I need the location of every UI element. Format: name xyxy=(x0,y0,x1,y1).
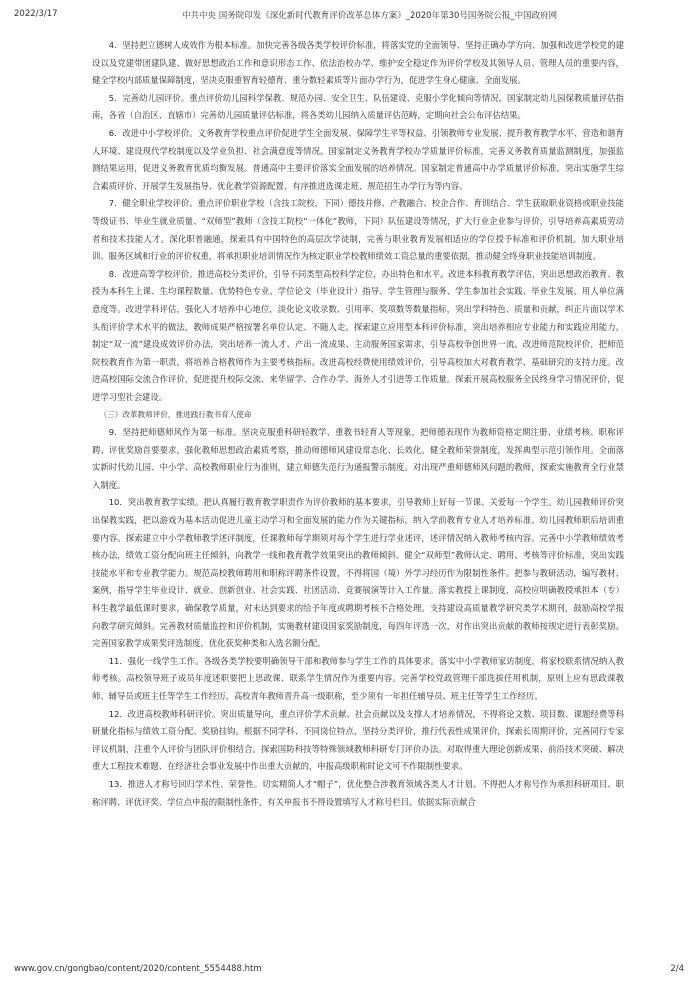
paragraph: 4．坚持把立德树人成效作为根本标准。加快完善各级各类学校评价标准，将落实党的全面领导、坚持正确办学方向、加强和改进学校党的建设以及党建带团建队建、做好思想政治工作和意识形态工作、依法治校办学、维护安全稳定作为评价学校及其领导人员、管理人员的重要内容，健全学校内部质量保障制度，坚决克服重智育轻德育、重分数轻素质等片面办学行为，促进学生身心健康、全面发展。 xyxy=(92,40,624,86)
paragraph: 9．坚持把师德师风作为第一标准。坚决克服重科研轻教学、重教书轻育人等现象，把师德表现作为教师资格定期注册、业绩考核、职称评聘、评优奖励首要要求，强化教师思想政治素质考察，推动师德师风建设常态化、长效化。健全教师荣誉制度，发挥典型示范引领作用。全面落实新时代幼儿园、中小学、高校教师职业行为准则，建立师德失范行为通报警示制度。对出现严重师德师风问题的教师，探索实施教育全行业禁入制度。 xyxy=(92,427,624,490)
paragraph: 12．改进高校教师科研评价。突出质量导向，重点评价学术贡献、社会贡献以及支撑人才培养情况，不得将论文数、项目数、课题经费等科研量化指标与绩效工资分配、奖励挂钩。根据不同学科、不同岗位特点，坚持分类评价，推行代表性成果评价，探索长周期评价，完善同行专家评议机制，注重个人评价与团队评价相结合。探索国防科技等特殊领域教师科研专门评价办法。对取得重大理论创新成果、前沿技术突破、解决重大工程技术难题、在经济社会事业发展中作出重大贡献的，申报高级职称时论文可不作限制性要求。 xyxy=(92,708,624,772)
paragraph: 5．完善幼儿园评价。重点评价幼儿园科学保教、规范办园、安全卫生、队伍建设、克服小学化倾向等情况。国家制定幼儿园保教质量评估指南，各省（自治区、直辖市）完善幼儿园质量评估标准，将各类幼儿园纳入质量评估范畴，定期向社会公布评估结果。 xyxy=(92,92,624,121)
page-url: www.gov.cn/gongbao/content/2020/content_5554488.htm xyxy=(14,964,262,974)
page-footer xyxy=(14,964,684,978)
paragraph: 10．突出教育教学实绩。把认真履行教育教学职责作为评价教师的基本要求，引导教师上好每一节课、关爱每一个学生。幼儿园教师评价突出保教实践，把以游戏为基本活动促进儿童主动学习和全面发展的能力作为关键指标，纳入学前教育专业人才培养标准、幼儿园教师职后培训重要内容。探索建立中小学教师教学述评制度，任课教师每学期须对每个学生进行学业述评，述评情况纳入教师考核内容。完善中小学教师绩效考核办法，绩效工资分配向班主任倾斜，向教学一线和教育教学效果突出的教师倾斜。健全“双师型”教师认定、聘用、考核等评价标准，突出实践技能水平和专业教学能力。规范高校教师聘用和职称评聘条件设置，不得将国（境）外学习经历作为限制性条件。把参与教研活动，编写教材、案例，指导学生毕业设计、就业、创新创业、社会实践、社团活动、竞赛展演等计入工作量。落实教授上课制度，高校应明确教授承担本（专）科生教学最低课时要求，确保教学质量，对未达到要求的给予年度或聘期考核不合格处理。支持建设高质量教学研究类学术期刊，鼓励高校学报向教学研究倾斜。完善教材质量监控和评价机制，实施教材建设国家奖励制度，每四年评选一次，对作出突出贡献的教师按规定进行表彰奖励。完善国家教学成果奖评选制度，优化获奖种类和入选名额分配。 xyxy=(92,497,624,649)
section-heading: （三）改革教师评价，推进践行教书育人使命 xyxy=(99,410,252,420)
article-body xyxy=(92,37,624,811)
paragraph: 7．健全职业学校评价。重点评价职业学校（含技工院校，下同）德技并修、产教融合、校企合作、育训结合、学生获取职业资格或职业技能等级证书、毕业生就业质量、“双师型”教师（含技工院校“一体化”教师，下同）队伍建设等情况，扩大行业企业参与评价，引导培养高素质劳动者和技术技能人才。深化职普融通，探索具有中国特色的高层次学徒制，完善与职业教育发展相适应的学位授予标准和评价机制。加大职业培训、服务区域和行业的评价权重，将承担职业培训情况作为核定职业学校教师绩效工资总量的重要依据，推动健全终身职业技能培训制度。 xyxy=(92,198,624,262)
page-number: 2/4 xyxy=(670,964,684,974)
paragraph: 6．改进中小学校评价。义务教育学校重点评价促进学生全面发展、保障学生平等权益、引领教师专业发展、提升教育教学水平、营造和谐育人环境、建设现代学校制度以及学业负担、社会满意度等情况。国家制定义务教育学校办学质量评价标准，完善义务教育质量监测制度，加强监测结果运用，促进义务教育优质均衡发展。普通高中主要评价落实全面发展的培养情况。国家制定普通高中办学质量评价标准，突出实施学生综合素质评价、开展学生发展指导、优化教学资源配置、有序推进选课走班、规范招生办学行为等内容。 xyxy=(92,127,624,191)
paragraph: 8．改进高等学校评价。推进高校分类评价，引导不同类型高校科学定位，办出特色和水平。改进本科教育教学评估，突出思想政治教育、教授为本科生上课、生均课程数量、优势特色专业、学位论文（毕业设计）指导、学生管理与服务、学生参加社会实践、毕业生发展、用人单位满意度等。改进学科评估，强化人才培养中心地位，淡化论文收录数、引用率、奖项数等数量指标，突出学科特色、质量和贡献，纠正片面以学术头衔评价学术水平的做法，教师成果严格按署名单位认定、不随人走。探索建立应用型本科评价标准，突出培养相应专业能力和实践应用能力。制定“双一流”建设成效评价办法，突出培养一流人才、产出一流成果、主动服务国家需求，引导高校争创世界一流。改进师范院校评价，把师范院校教育作为第一职责，将培养合格教师作为主要考核指标。改进高校经费使用绩效评价，引导高校加大对教育教学、基础研究的支持力度。改进高校国际交流合作评价，促进提升校际交流、来华留学、合作办学、海外人才引进等工作质量。探索开展高校服务全民终身学习情况评价，促进学习型社会建设。 xyxy=(92,268,624,402)
paragraph: 13．推进人才称号回归学术性、荣誉性。切实精简人才“帽子”，优化整合涉教育领域各类人才计划。不得把人才称号作为承担科研项目、职称评聘、评优评奖、学位点申报的限制性条件，有关申报书不得设置填写人才称号栏目。依据实际贡献合 xyxy=(92,778,624,807)
page-header xyxy=(14,9,684,23)
page-title: 中共中央 国务院印发《深化新时代教育评价改革总体方案》_2020年第30号国务院公报_中国政府网 xyxy=(182,11,558,21)
paragraph: 11．强化一线学生工作。各级各类学校要明确领导干部和教师参与学生工作的具体要求。落实中小学教师家访制度，将家校联系情况纳入教师考核。高校领导班子成员年度述职要把上思政课、联系学生情况作为重要内容。完善学校党政管理干部选拔任用机制，原则上应有思政课教师、辅导员或班主任等学生工作经历。高校青年教师晋升高一级职称，至少须有一年担任辅导员、班主任等学生工作经历。 xyxy=(92,655,624,701)
print-date: 2022/3/17 xyxy=(14,9,58,19)
